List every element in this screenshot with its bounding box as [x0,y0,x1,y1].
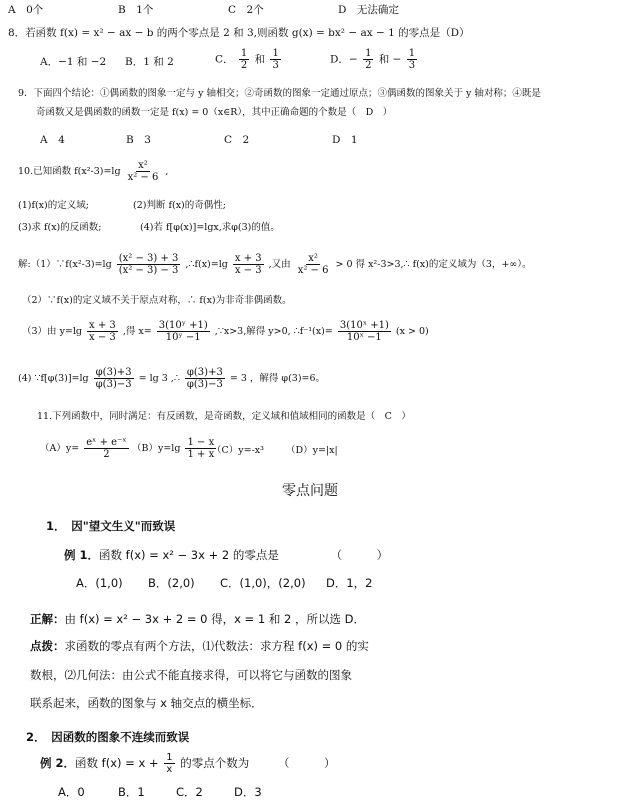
tip1-line1 [30,640,369,653]
example2-num: 1 [166,752,173,763]
sol1-den1: (x² − 3) − 3 [118,265,179,276]
q11-option-a [40,437,131,460]
example1-option-b: B．(2,0) [148,576,195,590]
sol4-pre: (4) ∵f[φ(3)]=lg [18,373,89,384]
sol4-mid: = lg 3 ,∴ [138,373,180,384]
q10-stem [18,160,168,183]
q10-solution-2: （2）∵f(x)的定义域不关于原点对称，∴ f(x)为非奇非偶函数。 [22,295,292,306]
sol4-num2: φ(3)+3 [186,367,223,378]
sol1-pre: 解:（1）∵f(x²-3)=lg [18,259,112,270]
sol4-num1: φ(3)+3 [95,367,132,378]
q11-option-c: （C）y=-x³ [212,445,264,456]
q11-option-b [132,437,218,460]
q11-b-num: 1 − x [187,437,215,448]
example2-option-a: A．0 [58,785,85,799]
sol1-num1: (x² − 3) + 3 [118,253,179,264]
q10-solution-3 [22,320,429,343]
sol4-den2: φ(3)−3 [186,379,223,390]
example2-option-d: D．3 [234,785,262,799]
example2-option-b: B．1 [118,785,145,799]
example1-option-c: C．(1,0)，(2,0) [220,576,306,590]
example2-option-c: C．2 [176,785,203,799]
q8-c-num1: 1 [240,48,248,59]
q11-a-pre: （A）y= [40,443,80,454]
sol3-den3: 10ˣ −1 [346,332,382,343]
q9-line1: 9．下面四个结论：①偶函数的图象一定与 y 轴相交；②奇函数的图象一定通过原点；③偶函数的图象关于 y 轴对称；④既是 [18,88,541,99]
example2 [40,752,335,775]
q8-d-label: D．− [330,53,358,66]
q8-d-num1: 1 [365,48,372,59]
sol1-den3: x² − 6 [297,265,329,276]
q10-stem-post: , [165,166,169,177]
answer1-text: 由 f(x) = x² − 3x + 2 = 0 得，x = 1 和 2 ，所以选 D． [64,612,365,626]
example1-option-a: A．(1,0) [76,576,123,590]
example2-pre: 函数 f(x) = x + [75,756,159,770]
q11-a-den: 2 [103,449,110,460]
q11-b-pre: （B）y=lg [132,443,181,454]
sol3-den1: x − 3 [89,332,116,343]
q8-d-mid: 和 − [378,53,402,66]
q10-stem-num: x² [138,160,148,171]
sol1-post: > 0 得 x²-3>3,∴ f(x)的定义域为（3，+∞）。 [335,259,532,270]
section-title: 零点问题 [282,483,338,499]
example1-text: 函数 f(x) = x² − 3x + 2 的零点是 （ ） [99,548,389,562]
example1 [64,549,388,562]
sol4-den1: φ(3)−3 [95,379,132,390]
q8-c-mid: 和 [254,53,266,66]
sol3-mid2: ,∵x>3,解得 y>0, ∴f⁻¹(x)= [214,326,333,337]
q10-part2: (2)判断 f(x)的奇偶性; [133,200,226,211]
q8-c-den2: 3 [272,60,279,71]
sol1-mid2: ,又由 [268,259,291,270]
example2-den: x [166,764,173,775]
q8-option-a: A．−1 和 −2 [40,56,107,68]
q11-a-num: eˣ + e⁻ˣ [86,437,127,448]
sol3-post: (x > 0) [395,326,429,337]
part1-heading: 1． 因"望文生义"而致误 [46,519,176,533]
q11-option-d: （D）y=|x| [286,445,338,456]
sol1-mid: ,∴f(x)=lg [185,259,228,270]
sol3-den2: 10ʸ −1 [165,332,201,343]
sol1-num3: x² [308,253,318,264]
part2-heading: 2． 因函数的图象不连续而致误 [26,730,190,744]
q11-stem: 11.下列函数中，同时满足：有反函数，是奇函数，定义域和值域相同的函数是（ C ） [37,411,411,422]
sol3-num3: 3(10ˣ +1) [339,320,389,331]
q11-b-den: 1 + x [187,449,215,460]
example1-option-d: D．1，2 [326,576,373,590]
q8-d-den1: 2 [365,60,372,71]
answer1 [30,613,365,626]
q10-solution-4 [18,367,325,390]
sol3-mid: ,得 x= [122,326,152,337]
tip1-text: 求函数的零点有两个方法，⑴代数法：求方程 f(x) = 0 的实 [64,639,369,653]
sol4-post: = 3 ，解得 φ(3)=6。 [229,373,326,384]
q9-option-a: A 4 [40,134,65,146]
q10-part3: (3)求 f(x)的反函数; [18,222,102,233]
q8-c-den1: 2 [240,60,248,71]
sol3-pre: （3）由 y=lg [22,326,83,337]
tip1-line3: 联系起来，函数的图象与 x 轴交点的横坐标． [30,696,263,710]
q8-d-den2: 3 [408,60,416,71]
sol3-num1: x + 3 [89,320,116,331]
tip1-line2: 数根，⑵几何法：由公式不能直接求得，可以将它与函数的图象 [30,668,352,682]
q8-option-b: B．1 和 2 [125,56,174,68]
q7-option-a: A 0个 [8,4,44,16]
sol1-den2: x − 3 [234,265,262,276]
sol1-num2: x + 3 [234,253,262,264]
q8-stem: 8．若函数 f(x) = x² − ax − b 的两个零点是 2 和 3,则函数 g(x) = bx² − ax − 1 的零点是（D） [8,27,470,39]
q10-part4: (4)若 f[φ(x)]=lgx,求φ(3)的值。 [140,222,280,233]
q7-option-b: B 1个 [118,4,154,16]
q9-option-d: D 1 [332,134,358,146]
answer1-label: 正解： [30,612,65,626]
example2-label: 例 2． [40,756,76,770]
q7-option-c: C 2个 [228,4,264,16]
q10-solution-1 [18,253,532,276]
example1-label: 例 1． [64,548,100,562]
tip1-label: 点拨： [30,639,65,653]
q9-option-b: B 3 [126,134,151,146]
q8-c-label: C． [215,53,234,66]
q8-option-d [330,48,419,71]
q7-option-d: D 无法确定 [338,4,399,16]
q9-option-c: C 2 [224,134,250,146]
q10-stem-pre: 10.已知函数 f(x²-3)=lg [18,166,121,177]
q10-stem-den: x² − 6 [127,172,159,183]
q8-c-num2: 1 [272,48,279,59]
q10-part1: (1)f(x)的定义域; [18,200,89,211]
q9-line2: 奇函数又是偶函数的函数一定是 f(x) = 0（x∈R），其中正确命题的个数是（ D ） [36,107,393,118]
q8-option-c [215,48,283,71]
sol3-num2: 3(10ʸ +1) [158,320,208,331]
q8-d-num2: 1 [408,48,416,59]
example2-post: 的零点个数为 （ ） [180,756,336,770]
